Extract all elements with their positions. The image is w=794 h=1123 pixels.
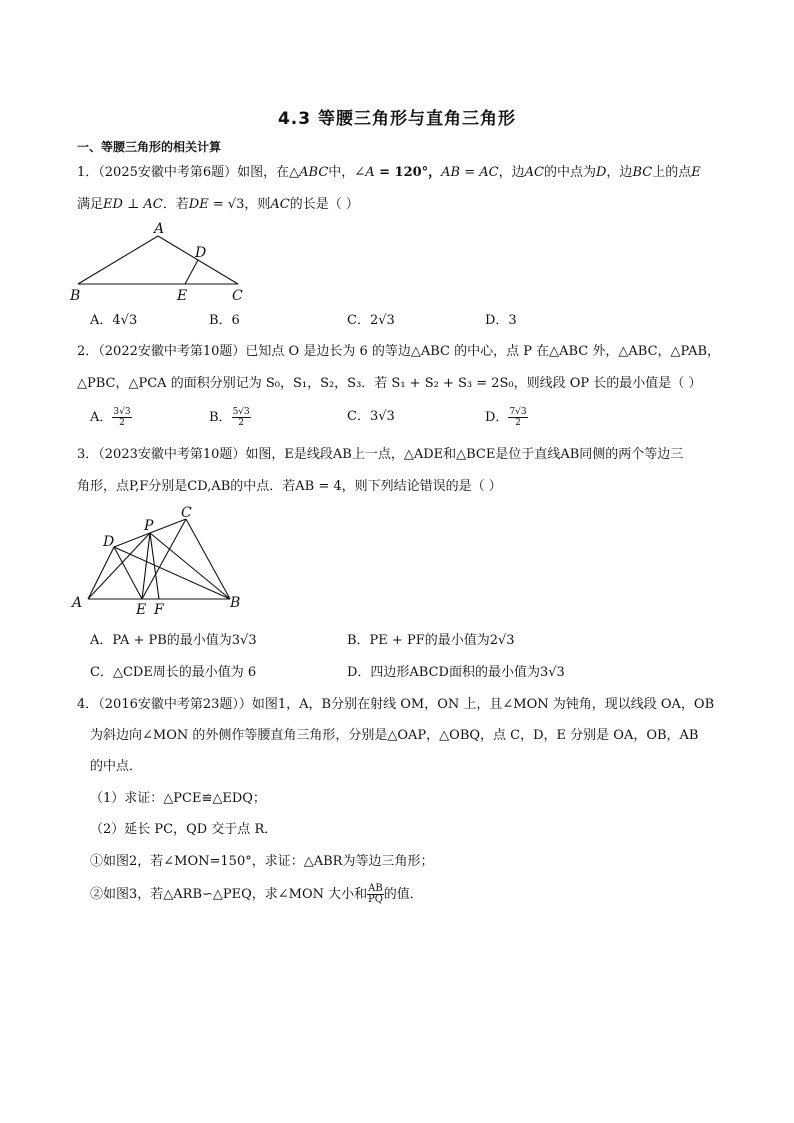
q4-part2-2 <box>90 884 423 905</box>
q1-angle-value: = 120°， <box>374 165 442 180</box>
triangle-symbol: △ <box>289 165 300 180</box>
q2-option-a-fraction <box>112 407 131 428</box>
q1-e: E <box>691 165 701 180</box>
q1-label-d: D <box>195 245 207 261</box>
fraction-numerator: 3√3 <box>113 407 131 417</box>
fraction-numerator: 7√3 <box>509 407 527 417</box>
q3-segment-pe <box>142 533 150 599</box>
q3-option-c[interactable]: C．△CDE周长的最小值为 6 <box>90 665 257 680</box>
q3-label-f: F <box>154 602 164 618</box>
q1-abc: ABC <box>299 165 329 180</box>
q1-ab-eq-ac: AB = AC <box>441 165 499 180</box>
q1-option-d[interactable]: D．3 <box>485 313 517 328</box>
q3-option-a[interactable]: A．PA + PB的最小值为3√3 <box>90 633 257 648</box>
q3-segment-de <box>114 547 142 599</box>
q1-ac: AC <box>524 165 544 180</box>
q3-label-d: D <box>103 534 115 550</box>
q3-segment-ad <box>88 547 114 599</box>
q1-de-value: = √3，则 <box>208 197 271 212</box>
fraction-denominator: 2 <box>119 418 125 428</box>
q3-segment-pb <box>150 533 230 599</box>
q2-line2: △PBC，△PCA 的面积分别记为 S₀，S₁，S₂，S₃．若 S₁ + S₂ + S₃ = 2S₀，则线段 OP 长的最小值是（ ） <box>77 376 702 391</box>
q2-option-a[interactable] <box>90 407 132 428</box>
q3-figure <box>70 503 250 618</box>
q1-line2 <box>77 195 359 215</box>
q1-de: DE <box>188 197 209 212</box>
q2-option-a-label: A． <box>90 410 113 425</box>
page-title: 4.3 等腰三角形与直角三角形 <box>277 109 517 129</box>
q3-label-p: P <box>144 518 154 534</box>
q1-figure <box>70 222 255 304</box>
q1-text: ，边 <box>606 165 633 180</box>
q1-label-c: C <box>232 288 243 304</box>
q4-line1: 4．（2016安徽中考第23题））如图1，A，B分别在射线 OM，ON 上，且∠MON 为钝角，现以线段 OA，OB <box>77 697 715 712</box>
q3-segment-pa <box>88 533 150 599</box>
q2-option-d-label: D． <box>485 410 509 425</box>
q4-part2-1: ①如图2，若∠MON=150°，求证：△ABR为等边三角形； <box>90 854 434 869</box>
q1-option-c[interactable]: C．2√3 <box>347 313 395 328</box>
q1-text: 中，∠ <box>328 165 366 180</box>
q1-ac: AC <box>270 197 290 212</box>
q3-line2: 角形，点P,F分别是CD,AB的中点．若AB = 4，则下列结论错误的是（ ） <box>77 479 502 494</box>
q3-label-e: E <box>136 602 147 618</box>
q1-label-e: E <box>177 288 188 304</box>
fraction-denominator: PQ <box>367 894 383 905</box>
q3-label-b: B <box>230 595 241 611</box>
q4-part2: （2）延长 PC，QD 交于点 R． <box>90 822 278 837</box>
fraction-denominator: 2 <box>238 418 245 428</box>
q2-option-d[interactable] <box>485 407 528 428</box>
q4-line2: 为斜边向∠MON 的外侧作等腰直角三角形，分别是△OAP，△OBQ，点 C，D，E 分别是 OA，OB，AB <box>90 728 699 743</box>
q1-text: 的中点为 <box>543 165 596 180</box>
q1-bc: BC <box>632 165 653 180</box>
q1-text: 上的点 <box>652 165 692 180</box>
q1-text: 的长是（ ） <box>289 197 359 212</box>
q4-part2-2-text: 的值． <box>383 887 423 902</box>
q2-option-b-fraction <box>232 407 251 428</box>
q3-segment-cb <box>186 519 230 599</box>
q1-text: 1．（2025安徽中考第6题）如图，在 <box>77 165 290 180</box>
q4-ab-over-pq <box>367 884 384 905</box>
q1-text: ．若 <box>162 197 189 212</box>
q1-ed-perp-ac: ED ⊥ AC <box>103 197 163 212</box>
q3-label-a: A <box>72 595 83 611</box>
q2-option-d-fraction <box>508 407 527 428</box>
q4-part1: （1）求证：△PCE≌△EDQ； <box>90 791 266 806</box>
q3-segment-db <box>114 547 230 599</box>
fraction-numerator: AB <box>368 883 383 894</box>
q3-label-c: C <box>181 505 192 521</box>
q2-option-b-label: B． <box>209 410 232 425</box>
q1-segment-de <box>185 260 198 284</box>
q2-line1: 2．（2022安徽中考第10题）已知点 O 是边长为 6 的等边△ABC 的中心，点 P 在△ABC 外，△ABC，△PAB， <box>77 344 721 359</box>
fraction-numerator: 5√3 <box>232 407 250 417</box>
q2-option-c[interactable]: C．3√3 <box>347 409 395 424</box>
q1-option-b[interactable]: B．6 <box>209 313 240 328</box>
q1-d: D <box>595 165 607 180</box>
q1-line1 <box>77 163 701 183</box>
section-heading: 一、等腰三角形的相关计算 <box>77 140 222 154</box>
q4-part2-2-text: ②如图3，若△ARB∽△PEQ，求∠MON 大小和 <box>90 887 368 902</box>
q3-option-b[interactable]: B．PE + PF的最小值为2√3 <box>347 633 515 648</box>
q1-label-b: B <box>70 288 81 304</box>
q1-option-a[interactable]: A．4√3 <box>90 313 138 328</box>
q1-text: 满足 <box>77 197 104 212</box>
fraction-denominator: 2 <box>515 418 521 428</box>
q1-segment-ab <box>78 236 158 284</box>
q3-option-d[interactable]: D．四边形ABCD面积的最小值为3√3 <box>347 665 565 680</box>
q1-angle-a: A <box>365 165 375 180</box>
q3-line1: 3．（2023安徽中考第10题）如图，E是线段AB上一点，△ADE和△BCE是位于直线AB同侧的两个等边三 <box>77 447 684 462</box>
q4-line3: 的中点． <box>90 759 143 774</box>
q1-label-a: A <box>154 221 165 237</box>
q2-option-b[interactable] <box>209 407 251 428</box>
q1-text: ，边 <box>498 165 525 180</box>
